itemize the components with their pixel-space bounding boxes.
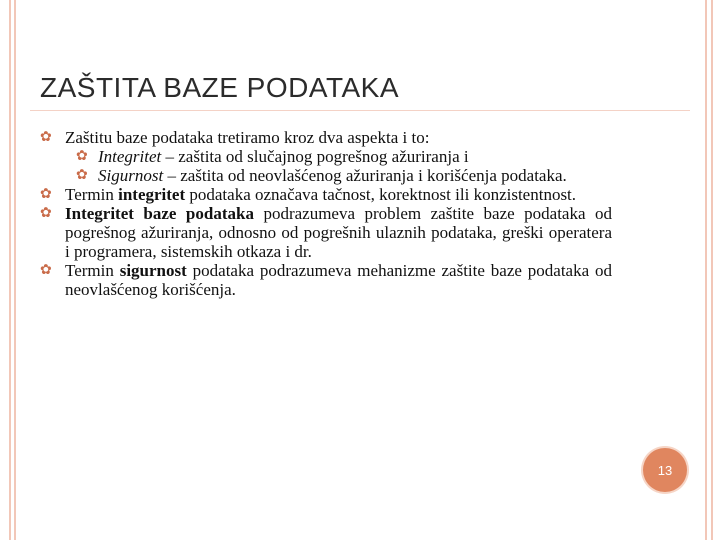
bullet-item xyxy=(40,128,612,147)
sub-bullet-text: – zaštita od neovlašćenog ažuriranja i korišćenja podataka. xyxy=(163,166,567,185)
sub-bullet-icon: ✿ xyxy=(76,149,88,164)
sub-bullet-item xyxy=(40,147,612,166)
right-border-line-outer xyxy=(711,0,713,540)
bullet-item xyxy=(40,204,612,261)
page-number-badge: 13 xyxy=(643,448,687,492)
bullet-bold-term: integritet xyxy=(118,185,186,204)
bullet-icon: ✿ xyxy=(40,187,52,202)
bullet-prefix: Termin xyxy=(65,185,119,204)
left-border-line-outer xyxy=(9,0,11,540)
slide-title: ZAŠTITA BAZE PODATAKA xyxy=(40,72,400,103)
bullet-text: podrazumeva problem zaštite baze podataka od pogrešnog ažuriranja, odnosno od pogrešnih ulaznih podataka, greški operatera i programera, sistemskih otkaza i dr. xyxy=(65,204,612,261)
title-divider xyxy=(30,110,690,111)
bullet-icon: ✿ xyxy=(40,263,52,278)
right-border-line-inner xyxy=(705,0,707,540)
bullet-text: podataka označava tačnost, korektnost ili konzistentnost. xyxy=(185,185,577,204)
sub-bullet-icon: ✿ xyxy=(76,168,88,183)
bullet-text: Zaštitu baze podataka tretiramo kroz dva aspekta i to: xyxy=(65,128,430,147)
bullet-icon: ✿ xyxy=(40,130,52,145)
bullet-bold-term: sigurnost xyxy=(119,261,187,280)
bullet-icon: ✿ xyxy=(40,206,52,221)
bullet-item xyxy=(40,261,612,299)
bullet-prefix: Termin xyxy=(65,261,120,280)
bullet-item xyxy=(40,185,612,204)
sub-bullet-text: – zaštita od slučajnog pogrešnog ažuriranja i xyxy=(161,147,469,166)
sub-bullet-term: Integritet xyxy=(98,147,162,166)
bullet-bold-term: Integritet baze podataka xyxy=(65,204,254,223)
bullet-text: podataka podrazumeva mehanizme zaštite baze podataka od neovlašćenog korišćenja. xyxy=(65,261,612,299)
left-border-line-inner xyxy=(14,0,16,540)
sub-bullet-term: Sigurnost xyxy=(98,166,164,185)
slide-body xyxy=(40,128,612,299)
sub-bullet-item xyxy=(40,166,612,185)
